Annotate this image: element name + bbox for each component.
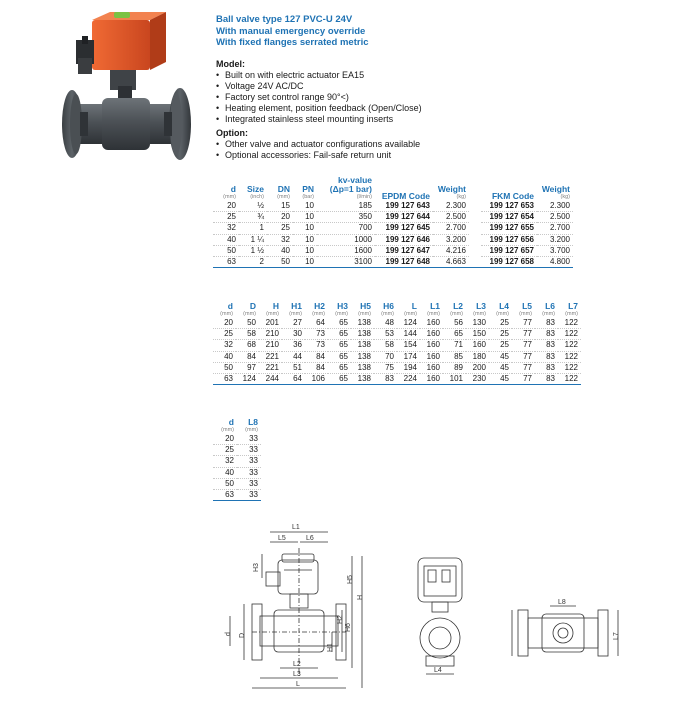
col-header: d (mm)	[223, 184, 236, 200]
table-cell: 4.663	[433, 256, 469, 267]
col-header: H2 (mm)	[312, 301, 325, 317]
table-cell: 25	[213, 445, 237, 456]
table-cell: 4.216	[433, 245, 469, 256]
list-item: • Optional accessories: Fail-safe return unit	[216, 150, 686, 161]
table-cell: 32	[267, 234, 293, 245]
l8-table-wrap	[213, 418, 261, 501]
table-cell: 30	[282, 329, 305, 340]
table-cell: 77	[512, 351, 535, 362]
front-view-labels	[225, 524, 364, 688]
table-cell: 185	[317, 201, 375, 212]
dim-label-H3: H3	[253, 563, 260, 572]
table-row	[213, 362, 581, 373]
table-cell: 25	[489, 340, 512, 351]
table-cell: 130	[466, 318, 489, 329]
dim-label-L4: L4	[434, 667, 442, 674]
table-cell: 33	[237, 489, 261, 500]
table-cell: 40	[267, 245, 293, 256]
option-heading: Option:	[216, 128, 248, 138]
list-item: • Integrated stainless steel mounting inserts	[216, 114, 686, 125]
table-cell: 180	[466, 351, 489, 362]
table-cell: 45	[489, 362, 512, 373]
table-cell: 50	[213, 245, 239, 256]
col-header: Size (inch)	[246, 184, 264, 200]
table-cell: 101	[443, 373, 466, 384]
dim-label-H5: H5	[347, 575, 354, 584]
table-row	[213, 434, 261, 445]
col-header: Weight (kg)	[541, 184, 570, 200]
table-row	[213, 445, 261, 456]
table-cell: 160	[420, 351, 443, 362]
table-cell: 144	[397, 329, 420, 340]
table-cell: 33	[237, 434, 261, 445]
table-cell: 20	[213, 318, 236, 329]
table-cell: 199 127 656	[481, 234, 537, 245]
table-cell: 199 127 645	[375, 223, 433, 234]
table-cell: 1	[239, 223, 267, 234]
table-cell: 199 127 655	[481, 223, 537, 234]
indicator-cap	[114, 12, 130, 18]
table-cell: 150	[466, 329, 489, 340]
product-subtitle-1: With manual emergency override	[216, 25, 366, 37]
table-cell: 10	[293, 212, 317, 223]
table-cell: 10	[293, 223, 317, 234]
header-block	[216, 14, 686, 49]
table-cell: 244	[259, 373, 282, 384]
table-row	[213, 478, 261, 489]
table-cell: 64	[282, 373, 305, 384]
table-cell: 138	[351, 318, 374, 329]
table-cell: 122	[558, 373, 581, 384]
table-cell: 2	[239, 256, 267, 267]
table-cell: 199 127 646	[375, 234, 433, 245]
table-cell: 50	[236, 318, 259, 329]
table-cell: 1000	[317, 234, 375, 245]
table-cell: 32	[213, 223, 239, 234]
table-cell: 77	[512, 340, 535, 351]
table-cell: 65	[328, 329, 351, 340]
table-cell: 221	[259, 351, 282, 362]
table-cell: 160	[420, 362, 443, 373]
table-cell: 25	[489, 329, 512, 340]
table-cell: 45	[489, 373, 512, 384]
table-cell: ¾	[239, 212, 267, 223]
l8-table	[213, 418, 261, 501]
table-cell: 160	[420, 329, 443, 340]
table-cell: 65	[443, 329, 466, 340]
table-cell: 64	[305, 318, 328, 329]
table-row	[213, 212, 573, 223]
table-cell: 3.700	[537, 245, 573, 256]
dimension-table-wrap	[213, 302, 581, 385]
table-cell: 221	[259, 362, 282, 373]
table-cell: 224	[397, 373, 420, 384]
table-cell: 33	[237, 445, 261, 456]
table-cell: 73	[305, 340, 328, 351]
table-cell: 1 ¼	[239, 234, 267, 245]
table-cell: 2.700	[433, 223, 469, 234]
table-cell: 138	[351, 340, 374, 351]
table-row	[213, 351, 581, 362]
table-cell: 194	[397, 362, 420, 373]
table-cell: 83	[374, 373, 397, 384]
table-cell: 160	[466, 340, 489, 351]
actuator-body	[92, 20, 150, 70]
product-photo	[52, 8, 202, 180]
table-cell: 160	[420, 373, 443, 384]
col-header: L (mm)	[404, 301, 417, 317]
table-cell: 2.300	[537, 201, 573, 212]
table-cell: 50	[213, 362, 236, 373]
table-cell: 89	[443, 362, 466, 373]
dim-label-D: D	[239, 632, 246, 638]
col-header: d (mm)	[221, 417, 234, 433]
table-cell: 1 ½	[239, 245, 267, 256]
table-cell: 33	[237, 478, 261, 489]
table-cell: 50	[267, 256, 293, 267]
table-cell: 53	[374, 329, 397, 340]
table-cell: 75	[374, 362, 397, 373]
table-cell: 63	[213, 373, 236, 384]
table-cell: 51	[282, 362, 305, 373]
table-cell: 138	[351, 373, 374, 384]
dim-label-L6: L6	[306, 535, 314, 542]
table-cell: 199 127 648	[375, 256, 433, 267]
table-cell: 83	[535, 318, 558, 329]
table-row	[213, 256, 573, 267]
col-header: L7 (mm)	[565, 301, 578, 317]
table-cell: 210	[259, 329, 282, 340]
table-row	[213, 329, 581, 340]
table-cell: 199 127 653	[481, 201, 537, 212]
table-cell: 71	[443, 340, 466, 351]
dim-label-H: H	[357, 594, 364, 600]
table-cell: 84	[236, 351, 259, 362]
table-cell: 70	[374, 351, 397, 362]
table-cell: 84	[305, 351, 328, 362]
table-cell: 138	[351, 362, 374, 373]
table-row	[213, 489, 261, 500]
table-cell: 85	[443, 351, 466, 362]
table-cell: 160	[420, 318, 443, 329]
dimension-table	[213, 302, 581, 385]
col-header: H3 (mm)	[335, 301, 348, 317]
table-cell: 210	[259, 340, 282, 351]
col-header: DN (mm)	[277, 184, 290, 200]
table-cell: 48	[374, 318, 397, 329]
table-cell: 700	[317, 223, 375, 234]
table-cell: 15	[267, 201, 293, 212]
table-cell: 200	[466, 362, 489, 373]
side-view-drawing	[418, 558, 462, 674]
table-cell: 73	[305, 329, 328, 340]
dim-label-L1: L1	[292, 524, 300, 531]
col-header: L6 (mm)	[542, 301, 555, 317]
list-item: • Built on with electric actuator EA15	[216, 70, 686, 81]
table-cell: 25	[213, 212, 239, 223]
table-cell: 20	[213, 434, 237, 445]
table-cell: 25	[489, 318, 512, 329]
table-cell: 201	[259, 318, 282, 329]
table-cell: 138	[351, 329, 374, 340]
table-row	[213, 223, 573, 234]
table-cell: 77	[512, 329, 535, 340]
col-header: kv-value (Δp=1 bar) (l/min)	[329, 175, 372, 200]
table-cell: ½	[239, 201, 267, 212]
table-cell: 10	[293, 245, 317, 256]
table-cell: 10	[293, 234, 317, 245]
col-header: EPDM Code	[381, 191, 430, 201]
table-cell: 40	[213, 234, 239, 245]
dim-label-H1: H1	[327, 643, 334, 652]
list-item: • Factory set control range 90°<)	[216, 92, 686, 103]
dim-label-d: d	[225, 632, 232, 636]
table-cell: 154	[397, 340, 420, 351]
col-header: L5 (mm)	[519, 301, 532, 317]
table-cell: 3.200	[433, 234, 469, 245]
table-cell: 199 127 657	[481, 245, 537, 256]
table-cell: 160	[420, 340, 443, 351]
col-header: H (mm)	[266, 301, 279, 317]
table-cell: 58	[374, 340, 397, 351]
table-cell: 122	[558, 362, 581, 373]
table-cell: 83	[535, 373, 558, 384]
dim-label-L2: L2	[293, 661, 301, 668]
table-cell: 2.500	[537, 212, 573, 223]
option-list	[216, 139, 686, 161]
list-item: • Voltage 24V AC/DC	[216, 81, 686, 92]
col-header: L8 (mm)	[245, 417, 258, 433]
product-title: Ball valve type 127 PVC-U 24V	[216, 14, 353, 25]
table-cell: 27	[282, 318, 305, 329]
col-header: Weight (kg)	[437, 184, 466, 200]
table-cell: 122	[558, 329, 581, 340]
table-cell: 122	[558, 340, 581, 351]
table-cell: 199 127 644	[375, 212, 433, 223]
table-row	[213, 467, 261, 478]
table-cell: 97	[236, 362, 259, 373]
table-cell: 44	[282, 351, 305, 362]
table-cell: 10	[293, 201, 317, 212]
table-cell: 230	[466, 373, 489, 384]
col-header: FKM Code	[491, 191, 534, 201]
table-cell: 56	[443, 318, 466, 329]
table-cell: 20	[267, 212, 293, 223]
col-header: PN (bar)	[302, 184, 314, 200]
top-view-drawing	[512, 606, 618, 656]
model-list	[216, 70, 686, 125]
table-cell: 10	[293, 256, 317, 267]
table-cell: 36	[282, 340, 305, 351]
table-cell: 65	[328, 351, 351, 362]
technical-drawings	[200, 518, 640, 696]
dim-label-H6: H6	[345, 623, 352, 632]
table-cell: 40	[213, 467, 237, 478]
table-cell: 77	[512, 373, 535, 384]
col-header: H1 (mm)	[289, 301, 302, 317]
table-cell: 138	[351, 351, 374, 362]
dim-label-L5: L5	[278, 535, 286, 542]
model-heading: Model:	[216, 59, 245, 69]
table-cell: 2.500	[433, 212, 469, 223]
table-cell: 40	[213, 351, 236, 362]
table-cell: 65	[328, 318, 351, 329]
table-cell: 2.700	[537, 223, 573, 234]
col-header: L3 (mm)	[473, 301, 486, 317]
table-row	[213, 245, 573, 256]
model-section	[216, 59, 686, 161]
col-header: H6 (mm)	[381, 301, 394, 317]
table-cell: 174	[397, 351, 420, 362]
table-cell: 77	[512, 362, 535, 373]
table-row	[213, 201, 573, 212]
table-cell: 25	[213, 329, 236, 340]
dim-label-L: L	[296, 681, 300, 688]
table-cell: 124	[397, 318, 420, 329]
table-cell: 33	[237, 467, 261, 478]
dim-label-L7: L7	[613, 632, 620, 640]
col-header: L2 (mm)	[450, 301, 463, 317]
table-cell: 83	[535, 340, 558, 351]
table-cell: 84	[305, 362, 328, 373]
table-cell: 106	[305, 373, 328, 384]
dim-label-L8: L8	[558, 599, 566, 606]
table-cell: 199 127 654	[481, 212, 537, 223]
product-subtitle-2: With fixed flanges serrated metric	[216, 37, 369, 48]
table-cell: 4.800	[537, 256, 573, 267]
table-cell: 63	[213, 256, 239, 267]
table-row	[213, 234, 573, 245]
order-table-wrap	[213, 176, 573, 268]
table-cell: 199 127 658	[481, 256, 537, 267]
dim-label-H2: H2	[337, 615, 344, 624]
table-cell: 65	[328, 373, 351, 384]
table-row	[213, 340, 581, 351]
table-cell: 77	[512, 318, 535, 329]
table-cell: 25	[267, 223, 293, 234]
table-cell: 65	[328, 362, 351, 373]
table-cell: 83	[535, 351, 558, 362]
table-cell: 1600	[317, 245, 375, 256]
table-cell: 124	[236, 373, 259, 384]
table-row	[213, 373, 581, 384]
table-cell: 33	[237, 456, 261, 467]
table-cell: 122	[558, 351, 581, 362]
table-cell: 58	[236, 329, 259, 340]
col-header: H5 (mm)	[358, 301, 371, 317]
table-cell: 199 127 647	[375, 245, 433, 256]
table-row	[213, 318, 581, 329]
col-header: L1 (mm)	[427, 301, 440, 317]
table-row	[213, 456, 261, 467]
table-cell: 32	[213, 340, 236, 351]
list-item: • Other valve and actuator configurations available	[216, 139, 686, 150]
table-cell: 350	[317, 212, 375, 223]
table-cell: 83	[535, 362, 558, 373]
col-header: d (mm)	[220, 301, 233, 317]
table-cell: 199 127 643	[375, 201, 433, 212]
dim-label-L3: L3	[293, 671, 301, 678]
table-cell: 45	[489, 351, 512, 362]
table-cell: 68	[236, 340, 259, 351]
order-table	[213, 176, 573, 268]
col-header: L4 (mm)	[496, 301, 509, 317]
table-cell: 63	[213, 489, 237, 500]
table-cell: 2.300	[433, 201, 469, 212]
table-cell: 122	[558, 318, 581, 329]
table-cell: 32	[213, 456, 237, 467]
table-cell: 20	[213, 201, 239, 212]
col-header: D (mm)	[243, 301, 256, 317]
table-cell: 65	[328, 340, 351, 351]
table-cell: 83	[535, 329, 558, 340]
table-cell: 50	[213, 478, 237, 489]
list-item: • Heating element, position feedback (Open/Close)	[216, 103, 686, 114]
table-cell: 3100	[317, 256, 375, 267]
table-cell: 3.200	[537, 234, 573, 245]
